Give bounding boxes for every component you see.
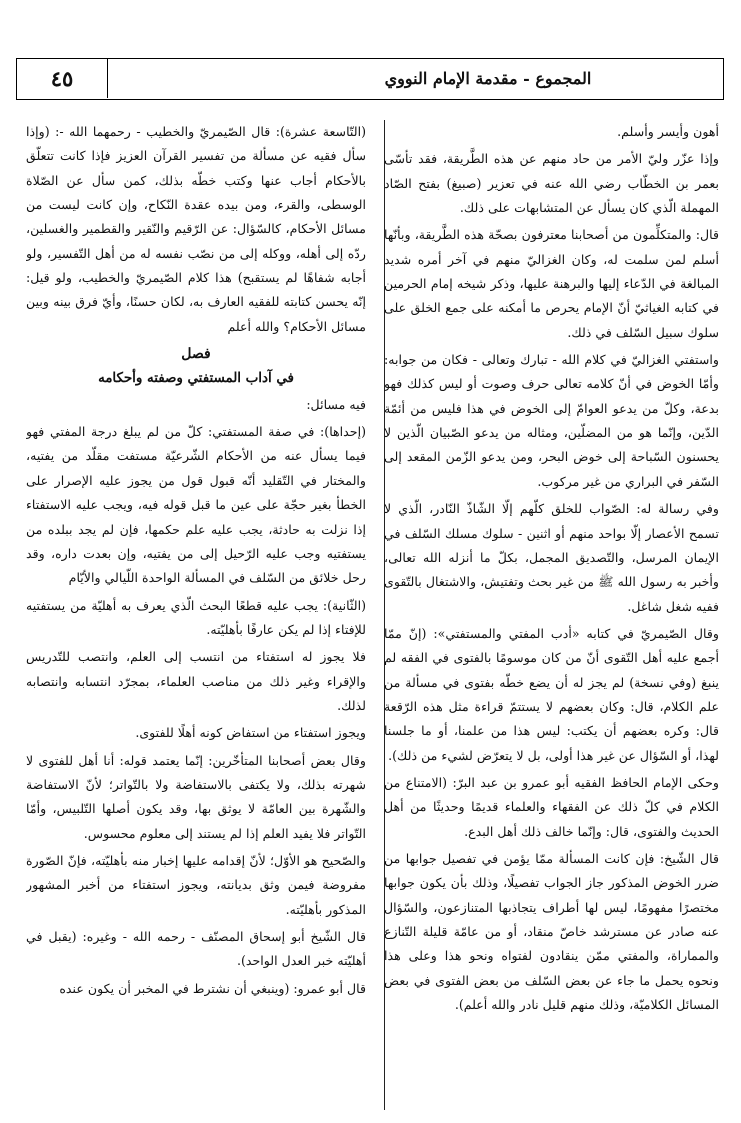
section-title: فصل xyxy=(181,346,211,363)
paragraph: قال الشّيخ: فإن كانت المسألة ممّا يؤمن في تفصيل جوابها من ضرر الخوض المذكور جاز الجواب تفصيلًا، وذلك بأن يكون جوابها مختصرًا مفهومًا، ليس لها أطراف يتجاذبها المتنازعون، والسّؤال عنه صادر عن مسترشد خاصّ منقاد، أو من عامّة قليلة التّنازع والمماراة، والمفتي ممّن ينقادون لفتواه ونحو هذا وعلى هذا ونحوه يحمل ما جاء عن بعض السّلف من بعض الفتوى في بعض المسائل الكلاميّة، وذلك منهم قليل نادر والله أعلم). xyxy=(384,850,719,1013)
paragraph: واستفتي الغزاليّ في كلام الله - تبارك وتعالى - فكان من جوابه: وأمّا الخوض في أنّ كلامه تعالى حرف وصوت أو ليس كذلك فهو بدعة، وكلّ من يدعو العوامّ إلى الخوض في هذا فليس من أئمّة الدّين، وإنّما هو من المضلّين، ومثاله من يدعو الصّبيان الّذين لا يحسنون السّباحة إلى خوض البحر، ومن يدعو الزّمن المقعد إلى السّفر في البراري من غير مركوب. xyxy=(384,352,719,489)
paragraph: وفي رسالة له: الصّواب للخلق كلّهم إلّا الشّاذّ النّادر، الّذي لا تسمح الأعصار إلّا بواحد منهم أو اثنين - سلوك مسلك السّلف في الإيمان المرسل، والتّصديق المجمل، بكلّ ما أنزله الله تعالى، وأخبر به رسول الله ﷺ من غير بحث وتفتيش، والاشتغال بالتّقوى ففيه شغل شاغل. xyxy=(384,501,719,614)
section-subtitle: في آداب المستفتي وصفته وأحكامه xyxy=(98,370,294,387)
paragraph: وقال بعض أصحابنا المتأخّرين: إنّما يعتمد قوله: أنا أهل للفتوى لا شهرته بذلك، ولا يكتفى بالاستفاضة ولا بالتّواتر؛ لأنّ الاستفاضة والشّهرة بين العامّة لا يوثق بها، وقد يكون أصلها التّلبيس، وأمّا التّواتر فلا يفيد العلم إذا لم يستند إلى معلوم محسوس. xyxy=(26,752,366,841)
paragraph: قال: والمتكلِّمون من أصحابنا معترفون بصحّة هذه الطَّريقة، وبأنّها أسلم لمن سلمت له، وكان الغزاليّ منهم في آخر أمره شديد المبالغة في الدّعاء إليها والبرهنة عليها، وذكر شيخه إمام الحرمين في كتابه الغياثيّ أنّ الإمام يحرص ما أمكنه على جمع الخلق على سلوك سبيل السّلف في ذلك. xyxy=(384,227,719,340)
paragraph: ويجوز استفتاء من استفاض كونه أهلًا للفتوى. xyxy=(135,725,366,741)
paragraph: فلا يجوز له استفتاء من انتسب إلى العلم، وانتصب للتّدريس والإقراء وغير ذلك من مناصب العلماء، بمجرّد انتسابه وانتصابه لذلك. xyxy=(26,649,366,713)
right-column xyxy=(384,120,719,1110)
paragraph: (الثّانية): يجب عليه قطعًا البحث الّذي يعرف به أهليّة من يستفتيه للإفتاء إذا لم يكن عارفًا بأهليّته. xyxy=(26,597,366,637)
paragraph: أهون وأيسر وأسلم. xyxy=(617,124,719,139)
paragraph: (إحداها): في صفة المستفتي: كلّ من لم يبلغ درجة المفتي فهو فيما يسأل عنه من الأحكام الشّرعيّة مستفت مقلّد من يفتيه، والمختار في التّقليد أنّه قبول قول من يجوز عليه الإصرار على الخطأ بغير حجّة على عين ما قبل قوله فيه، ويجب عليه الاستفتاء إذا نزلت به حادثة، يجب عليه علم حكمها، فإن لم يجد ببلده من يستفتيه وجب عليه الرّحيل إلى من يفتيه، وإن بعدت داره، وقد رحل خلائق من السّلف في المسألة الواحدة اللّيالي والأيّام xyxy=(26,424,366,586)
paragraph: قال الشّيخ أبو إسحاق المصنّف - رحمه الله - وغيره: (يقبل في أهليّته خبر العدل الواحد). xyxy=(26,929,366,969)
paragraph: وإذا عزّر وليّ الأمر من حاد منهم عن هذه الطَّريقة، فقد تأسّى بعمر بن الخطّاب رضي الله عنه في تعزير (صبيغ) بفتح الصّاد المهملة الّذي كان يسأل عن المتشابهات على ذلك. xyxy=(384,151,719,216)
paragraph: قال أبو عمرو: (وينبغي أن نشترط في المخبر أن يكون عنده xyxy=(59,980,366,996)
page-number: ٤٥ xyxy=(17,59,108,98)
paragraph: والصّحيح هو الأوّل؛ لأنّ إقدامه عليها إخبار منه بأهليّته، فإنّ الصّورة مفروضة فيمن وثق بديانته، ويجوز استفتاء من أخبر المشهور المذكور بأهليّته. xyxy=(26,852,366,917)
paragraph: (التّاسعة عشرة): قال الصّيمريّ والخطيب - رحمهما الله -: (وإذا سأل فقيه عن مسألة من تفسير القرآن العزيز فإذا كانت تتعلّق بالأحكام أجاب عنها وكتب خطّه بذلك، كمن سأل عن الصّلاة الوسطى، والقرء، ومن بيده عقدة النّكاح، وإن كانت ليست من مسائل الأحكام، كالسّؤال: عن الرّقيم والنّقير والقطمير والغسلين، ردّه إلى أهله، ووكله إلى من نصّب نفسه له من أهل التّفسير، ولو أجابه شفاهًا لم يستقبح) هذا كلام الصّيمريّ والخطيب، ولو قيل: إنّه يحسن كتابته للفقيه العارف به، لكان حسنًا، وأيّ فرق بينه وبين مسائل الأحكام؟ والله أعلم xyxy=(26,124,366,334)
paragraph: فيه مسائل: xyxy=(306,396,366,412)
page-header xyxy=(16,58,724,100)
running-title: المجموع - مقدمة الإمام النووي xyxy=(384,69,592,88)
left-column xyxy=(26,120,366,1110)
paragraph: وقال الصّيمريّ في كتابه «أدب المفتي والمستفتي»: (إنّ ممّا أجمع عليه أهل التّقوى أنّ من كان موسومًا بالفتوى في الفقه لم ينبغ (وفي نسخة) لم يجز له أن يضع خطّه بفتوى في مسألة من علم الكلام، قال: وكان بعضهم لا يستتمّ قراءة مثل هذه الرّقعة قال: وكره بعضهم أن يكتب: ليس هذا من علمنا، أو ما جلسنا لهذا، أو السّؤال عن غير هذا أولى، بل لا يتعرّض لشيء من ذلك). xyxy=(384,625,719,763)
paragraph: وحكى الإمام الحافظ الفقيه أبو عمرو بن عبد البرّ: (الامتناع من الكلام في كلّ ذلك عن الفقهاء والعلماء قديمًا وحديثًا من أهل الحديث والفتوى، قال: وإنّما خالف ذلك أهل البدع. xyxy=(384,774,719,839)
